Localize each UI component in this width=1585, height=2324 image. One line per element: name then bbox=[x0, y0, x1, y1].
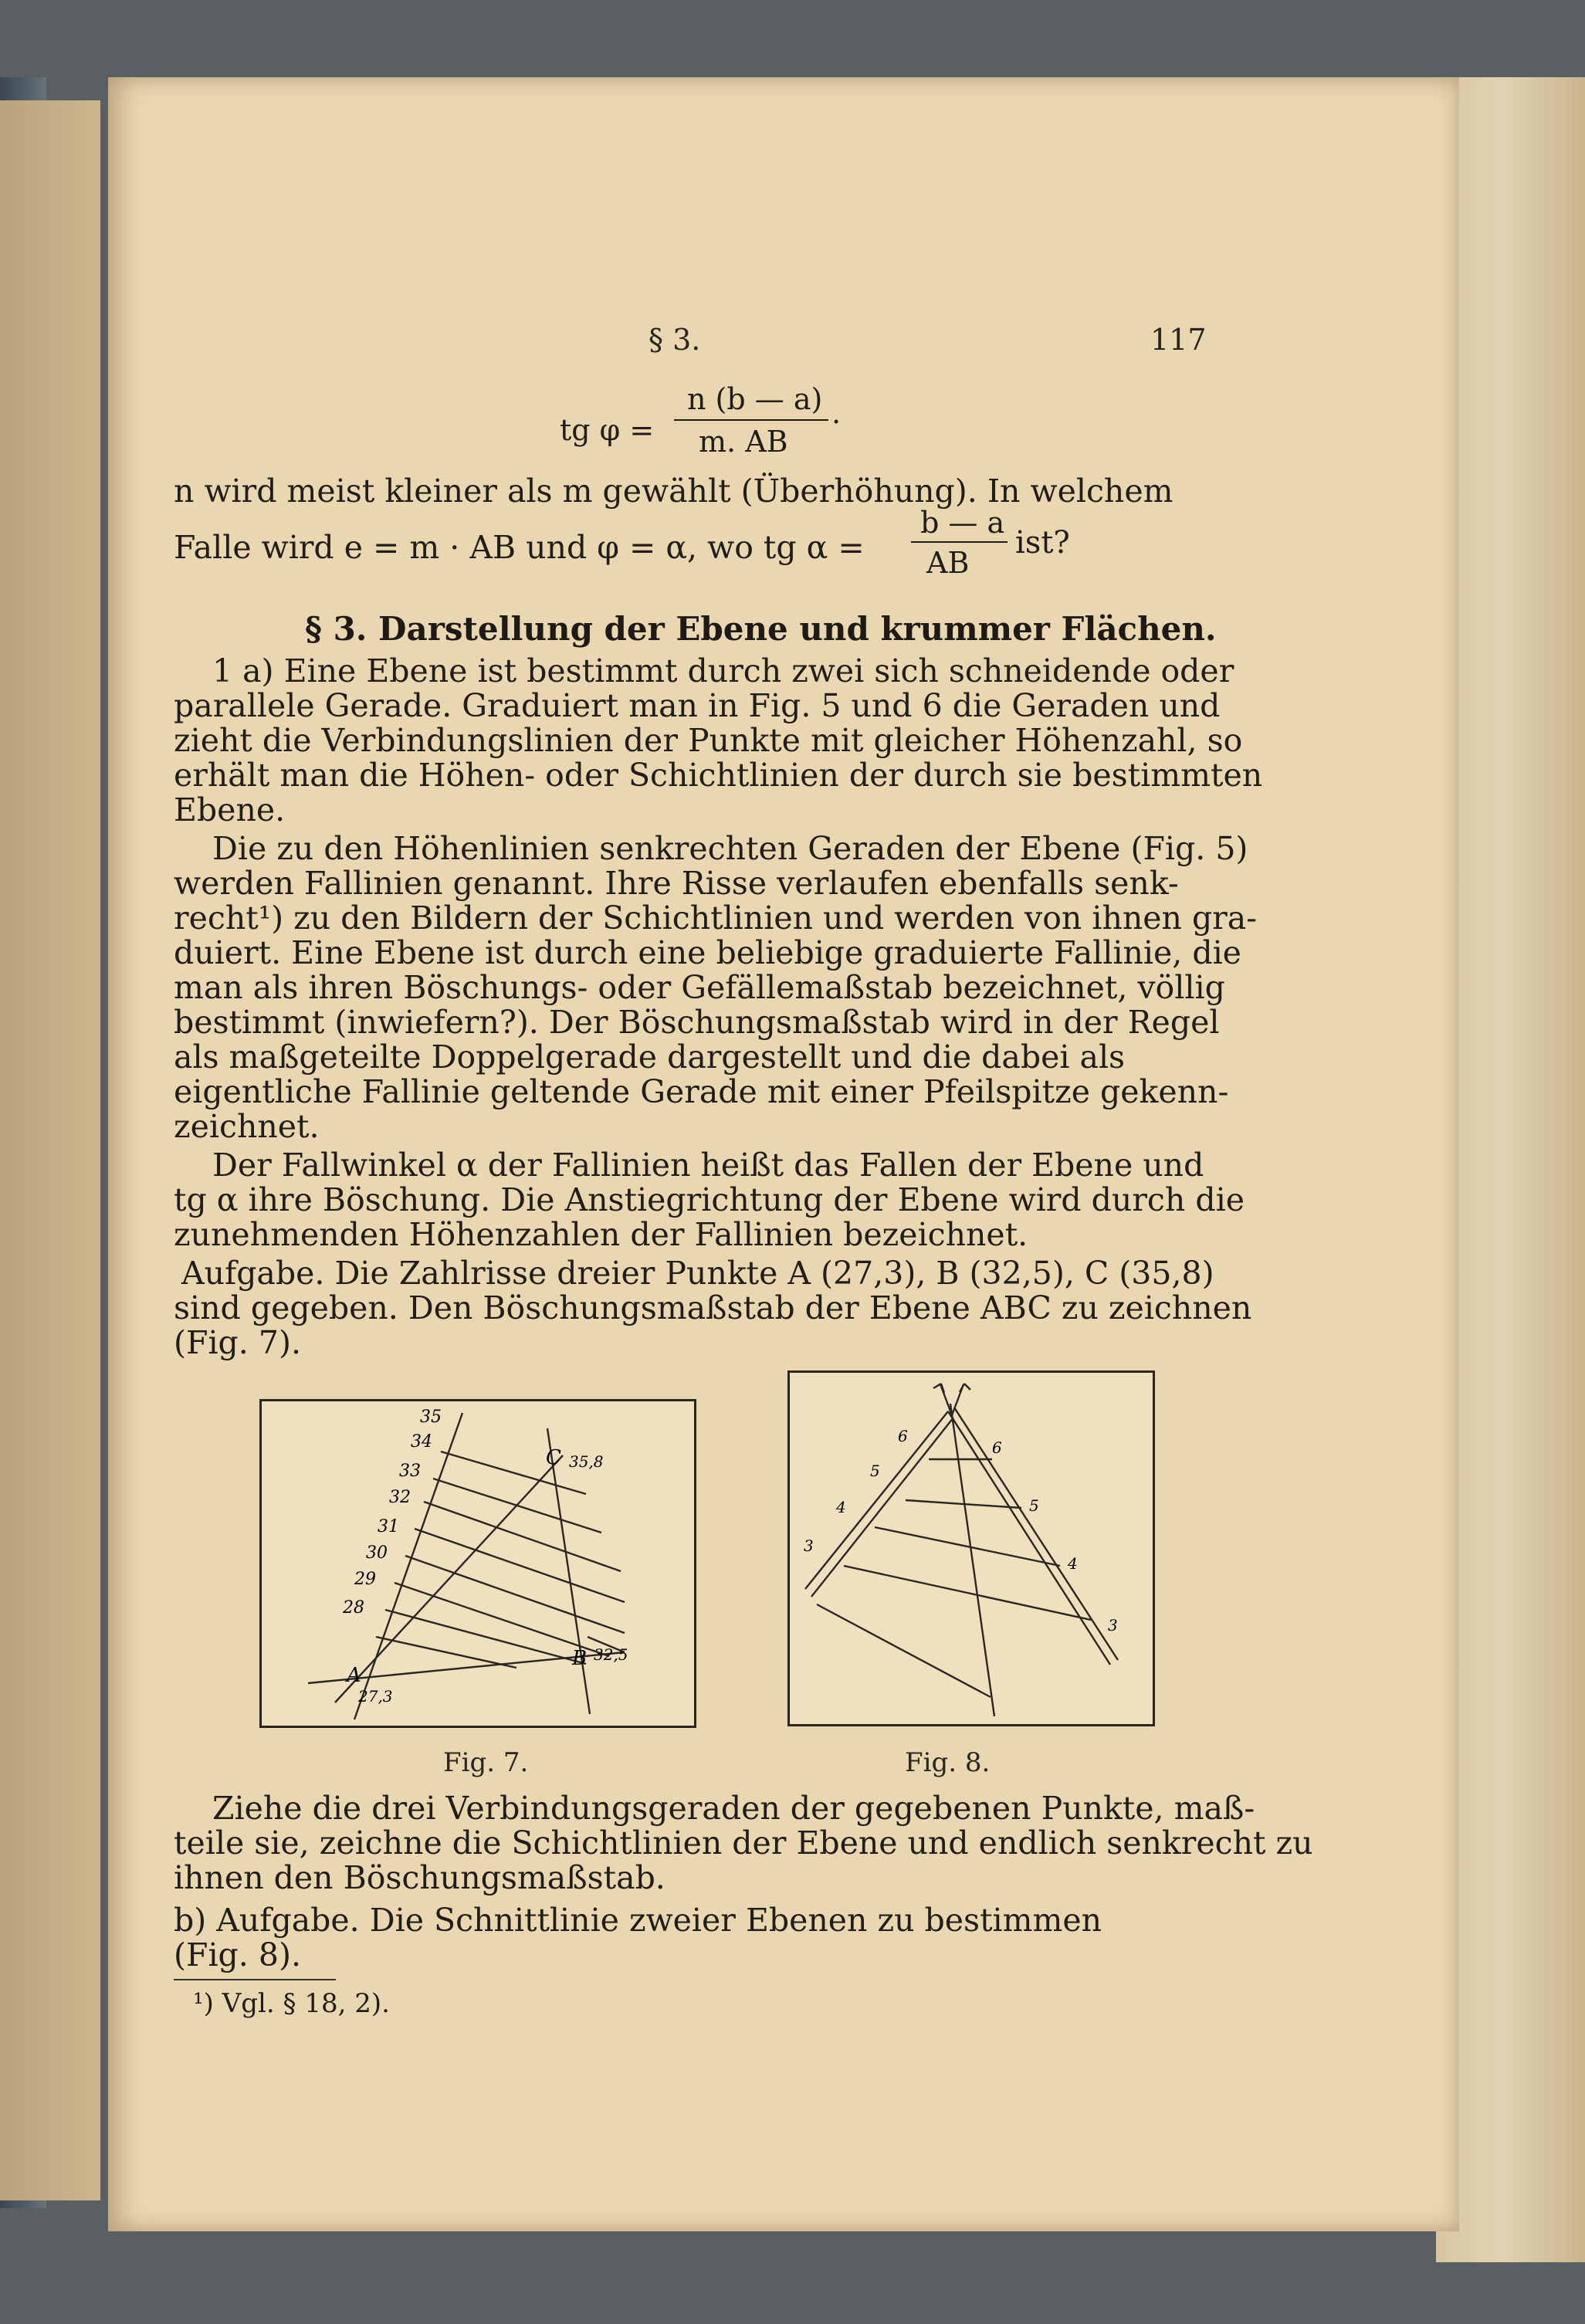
footnote: ¹) Vgl. § 18, 2). bbox=[193, 1988, 390, 2019]
footnote-rule bbox=[174, 1979, 336, 1980]
fig8-left-label: 5 bbox=[870, 1462, 880, 1480]
formula-tail: . bbox=[831, 396, 842, 430]
fig7-point-a: A bbox=[347, 1664, 361, 1687]
fig8-right-label: 6 bbox=[992, 1438, 1002, 1457]
figure-8-caption: Fig. 8. bbox=[905, 1747, 991, 1778]
intro-fraction bbox=[911, 506, 1112, 591]
fig7-scale-label: 32 bbox=[389, 1488, 411, 1507]
text-line: Aufgabe. Die Zahlrisse dreier Punkte A (27,3), B (32,5), C (35,8) bbox=[181, 1255, 1214, 1292]
text-line: (Fig. 7). bbox=[174, 1324, 301, 1361]
fig7-point-c: C bbox=[546, 1446, 561, 1469]
fraction-bar bbox=[674, 419, 828, 421]
intro-line-2: Falle wird e = m · AB und φ = α, wo tg α = bbox=[174, 529, 865, 566]
fig8-left-label: 4 bbox=[836, 1498, 846, 1516]
fig7-scale-label: 31 bbox=[378, 1517, 399, 1536]
intro-fraction-numerator: b — a bbox=[920, 506, 1005, 540]
section-heading: § 3. Darstellung der Ebene und krummer Flächen. bbox=[305, 610, 1217, 648]
intro-fraction-tail: ist? bbox=[1015, 525, 1070, 561]
text-line: zeichnet. bbox=[174, 1108, 320, 1145]
previous-page-edge bbox=[0, 100, 100, 2200]
fig7-point-b: B bbox=[572, 1647, 588, 1670]
text-line: zunehmenden Höhenzahlen der Fallinien bezeichnet. bbox=[174, 1216, 1028, 1253]
text-line: parallele Gerade. Graduiert man in Fig. 5 und 6 die Geraden und bbox=[174, 687, 1221, 724]
text-line: als maßgeteilte Doppelgerade dargestellt und die dabei als bbox=[174, 1038, 1126, 1076]
text-line: duiert. Eine Ebene ist durch eine beliebige graduierte Fallinie, die bbox=[174, 934, 1241, 971]
formula-numerator: n (b — a) bbox=[687, 382, 823, 416]
fig7-point-b-value: 32,5 bbox=[594, 1645, 628, 1664]
fig8-left-label: 6 bbox=[898, 1427, 908, 1445]
text-line: b) Aufgabe. Die Schnittlinie zweier Ebenen zu bestimmen bbox=[174, 1902, 1102, 1939]
fig7-scale-label: 30 bbox=[366, 1543, 388, 1563]
figure-7-drawing bbox=[262, 1401, 694, 1726]
fig8-left-label: 3 bbox=[804, 1536, 814, 1555]
text-line: Die zu den Höhenlinien senkrechten Geraden der Ebene (Fig. 5) bbox=[212, 830, 1248, 867]
text-line: 1 a) Eine Ebene ist bestimmt durch zwei sich schneidende oder bbox=[212, 652, 1234, 689]
text-line: erhält man die Höhen- oder Schichtlinien der durch sie bestimmten bbox=[174, 757, 1263, 794]
text-line: werden Fallinien genannt. Ihre Risse verlaufen ebenfalls senk- bbox=[174, 865, 1179, 902]
text-line: Der Fallwinkel α der Fallinien heißt das Fallen der Ebene und bbox=[212, 1147, 1204, 1184]
formula-tg-phi bbox=[560, 382, 884, 467]
fig8-right-label: 4 bbox=[1068, 1554, 1078, 1573]
fig8-right-label: 3 bbox=[1108, 1616, 1118, 1635]
intro-line-1: n wird meist kleiner als m gewählt (Überhöhung). In welchem bbox=[174, 473, 1174, 510]
text-line: teile sie, zeichne die Schichtlinien der Ebene und endlich senkrecht zu bbox=[174, 1824, 1313, 1862]
text-line: Ebene. bbox=[174, 791, 286, 828]
fig7-scale-label: 28 bbox=[343, 1598, 364, 1618]
fig7-scale-label: 35 bbox=[420, 1408, 442, 1427]
text-line: Ziehe die drei Verbindungsgeraden der gegebenen Punkte, maß- bbox=[212, 1790, 1255, 1827]
fig8-right-label: 5 bbox=[1029, 1496, 1039, 1515]
fraction-bar bbox=[911, 541, 1008, 543]
text-line: recht¹) zu den Bildern der Schichtlinien und werden von ihnen gra- bbox=[174, 899, 1258, 937]
page-number: 117 bbox=[1150, 323, 1207, 357]
text-line: tg α ihre Böschung. Die Anstiegrichtung der Ebene wird durch die bbox=[174, 1181, 1245, 1218]
fig7-point-a-value: 27,3 bbox=[358, 1687, 393, 1706]
fig7-scale-label: 33 bbox=[399, 1462, 421, 1481]
figure-8 bbox=[787, 1370, 1155, 1726]
book-page bbox=[108, 77, 1459, 2231]
text-line: (Fig. 8). bbox=[174, 1936, 301, 1973]
text-line: ihnen den Böschungsmaßstab. bbox=[174, 1859, 665, 1896]
text-line: man als ihren Böschungs- oder Gefällemaßstab bezeichnet, völlig bbox=[174, 969, 1225, 1006]
formula-denominator: m. AB bbox=[699, 425, 788, 459]
intro-fraction-denominator: AB bbox=[926, 546, 970, 580]
fig7-scale-label: 29 bbox=[354, 1570, 376, 1589]
figure-7 bbox=[259, 1399, 696, 1728]
fig7-scale-label: 34 bbox=[411, 1432, 432, 1452]
text-line: eigentliche Fallinie geltende Gerade mit einer Pfeilspitze gekenn- bbox=[174, 1073, 1229, 1110]
figure-7-caption: Fig. 7. bbox=[443, 1747, 529, 1778]
text-line: zieht die Verbindungslinien der Punkte mit gleicher Höhenzahl, so bbox=[174, 722, 1243, 759]
figure-8-drawing bbox=[790, 1373, 1153, 1724]
section-marker: § 3. bbox=[649, 323, 701, 357]
fig7-point-c-value: 35,8 bbox=[569, 1452, 604, 1471]
formula-lhs: tg φ = bbox=[560, 413, 655, 447]
text-line: bestimmt (inwiefern?). Der Böschungsmaßstab wird in der Regel bbox=[174, 1004, 1220, 1041]
text-line: sind gegeben. Den Böschungsmaßstab der Ebene ABC zu zeichnen bbox=[174, 1289, 1252, 1326]
